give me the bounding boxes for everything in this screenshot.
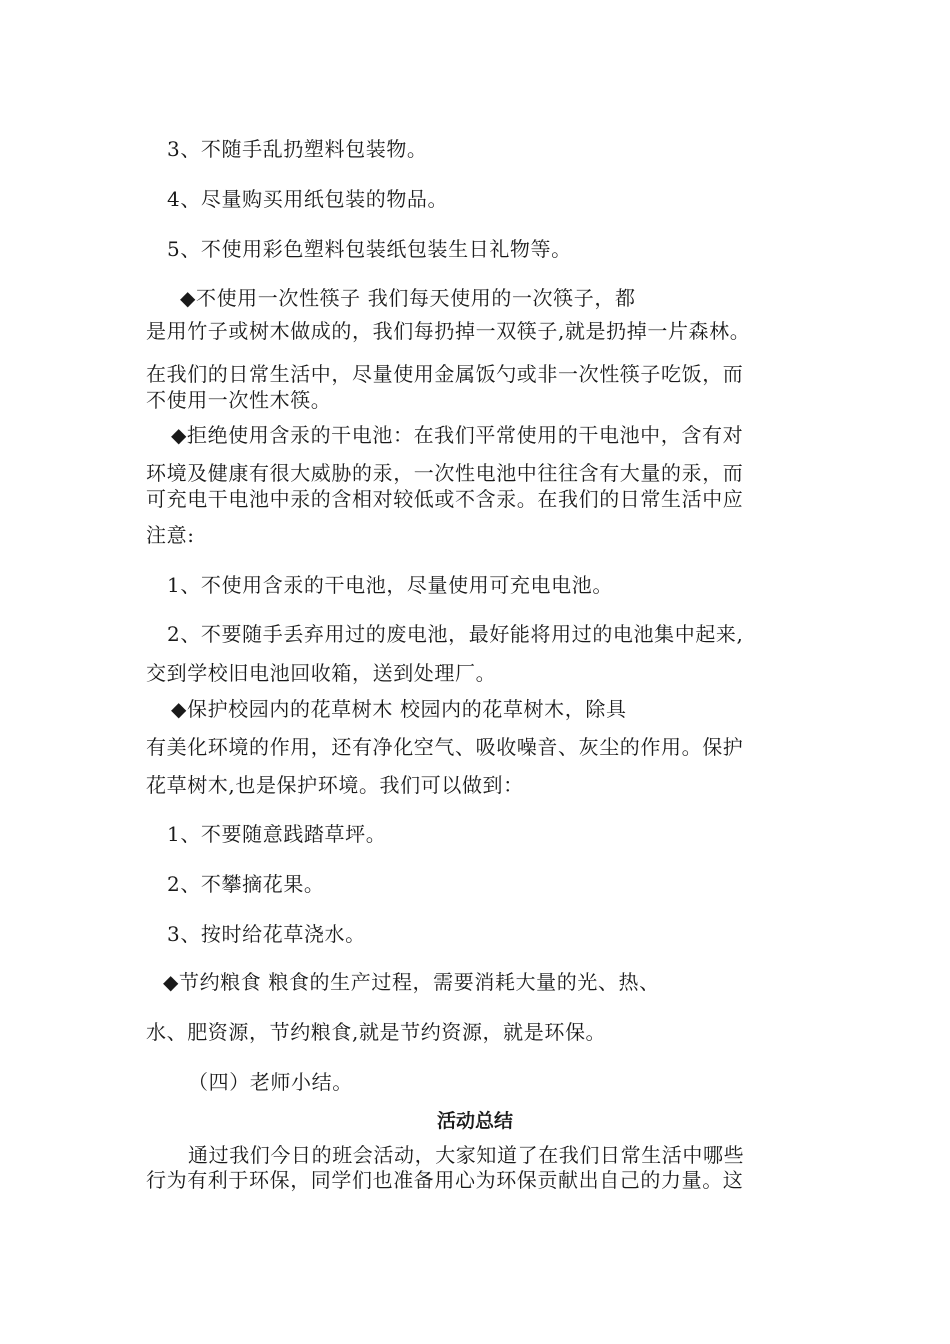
text-line: 5、不使用彩色塑料包装纸包装生日礼物等。 [167, 237, 572, 261]
text-line: 不使用一次性木筷。 [146, 388, 332, 412]
text-line: 3、不随手乱扔塑料包装物。 [167, 137, 428, 161]
text-line: 通过我们今日的班会活动，大家知道了在我们日常生活中哪些 [188, 1143, 745, 1167]
text-line: 环境及健康有很大威胁的汞，一次性电池中往往含有大量的汞，而 [146, 461, 744, 485]
text-line: 1、不要随意践踏草坪。 [167, 822, 387, 846]
text-line: ◆不使用一次性筷子 我们每天使用的一次筷子，都 [180, 286, 636, 310]
text-line: 在我们的日常生活中，尽量使用金属饭勺或非一次性筷子吃饭，而 [146, 362, 744, 386]
text-line: 行为有利于环保，同学们也准备用心为环保贡献出自己的力量。这 [146, 1168, 744, 1192]
text-line: 4、尽量购买用纸包装的物品。 [167, 187, 449, 211]
text-line: 1、不使用含汞的干电池，尽量使用可充电电池。 [167, 573, 613, 597]
text-line: 是用竹子或树木做成的，我们每扔掉一双筷子,就是扔掉一片森林。 [146, 319, 751, 343]
text-line: 2、不要随手丢弃用过的废电池，最好能将用过的电池集中起来, [167, 622, 744, 646]
text-line: 有美化环境的作用，还有净化空气、吸收噪音、灰尘的作用。保护 [146, 735, 744, 759]
text-line: 花草树木,也是保护环境。我们可以做到： [146, 773, 524, 797]
text-line: ◆拒绝使用含汞的干电池：在我们平常使用的干电池中，含有对 [171, 423, 744, 447]
text-line: 交到学校旧电池回收箱，送到处理厂。 [146, 661, 497, 685]
text-line: 注意: [146, 523, 195, 547]
text-line: ◆保护校园内的花草树木 校园内的花草树木，除具 [171, 697, 627, 721]
text-line: （四）老师小结。 [188, 1070, 353, 1094]
text-line: 3、按时给花草浇水。 [167, 922, 366, 946]
text-line: 水、肥资源，节约粮食,就是节约资源，就是环保。 [146, 1020, 607, 1044]
text-line: ◆节约粮食 粮食的生产过程，需要消耗大量的光、热、 [163, 970, 660, 994]
text-line: 可充电干电池中汞的含相对较低或不含汞。在我们的日常生活中应 [146, 487, 744, 511]
text-line: 2、不攀摘花果。 [167, 872, 325, 896]
section-heading: 活动总结 [436, 1110, 513, 1132]
